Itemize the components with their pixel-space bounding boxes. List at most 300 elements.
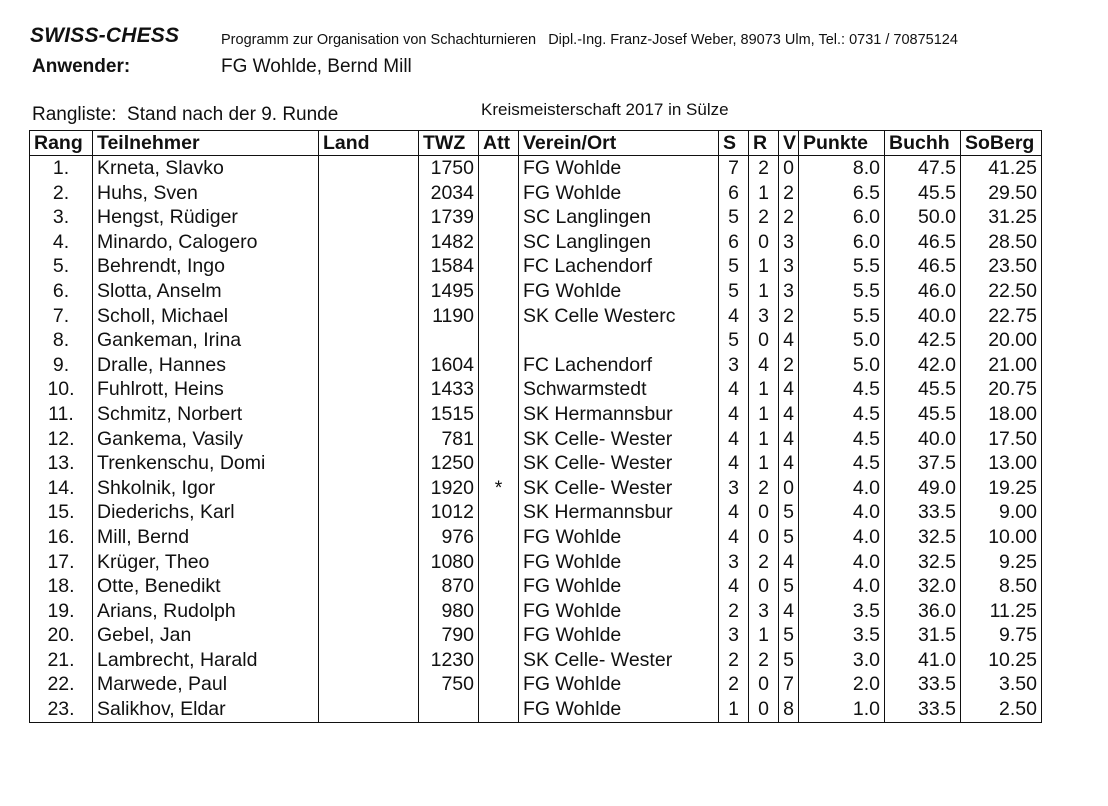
cell-land [319,205,419,230]
table-row [30,672,1042,697]
cell-rang: 17. [30,550,93,575]
cell-punkte: 3.0 [799,648,885,673]
cell-r: 2 [749,648,779,673]
table-row [30,402,1042,427]
cell-buchh: 46.5 [885,230,961,255]
cell-rang: 4. [30,230,93,255]
cell-rang: 16. [30,525,93,550]
cell-v: 7 [779,672,799,697]
cell-land [319,427,419,452]
cell-soberg: 9.00 [961,500,1042,525]
cell-soberg: 10.25 [961,648,1042,673]
cell-buchh: 31.5 [885,623,961,648]
cell-punkte: 4.0 [799,476,885,501]
cell-buchh: 37.5 [885,451,961,476]
cell-land [319,672,419,697]
cell-s: 5 [719,205,749,230]
cell-soberg: 13.00 [961,451,1042,476]
cell-rang: 21. [30,648,93,673]
cell-land [319,254,419,279]
cell-att [479,156,519,181]
cell-punkte: 8.0 [799,156,885,181]
cell-punkte: 5.5 [799,279,885,304]
cell-r: 0 [749,574,779,599]
table-row [30,353,1042,378]
table-row [30,525,1042,550]
cell-rang: 7. [30,304,93,329]
cell-soberg: 19.25 [961,476,1042,501]
cell-punkte: 5.0 [799,353,885,378]
cell-twz: 1230 [419,648,479,673]
cell-verein: FG Wohlde [519,525,719,550]
cell-teilnehmer: Hengst, Rüdiger [93,205,319,230]
cell-soberg: 3.50 [961,672,1042,697]
cell-v: 3 [779,279,799,304]
column-header-verein: Verein/Ort [519,131,719,156]
table-row [30,377,1042,402]
cell-v: 5 [779,648,799,673]
cell-rang: 20. [30,623,93,648]
cell-att [479,402,519,427]
user-label: Anwender: [32,56,131,77]
cell-punkte: 4.0 [799,525,885,550]
cell-rang: 6. [30,279,93,304]
cell-punkte: 3.5 [799,599,885,624]
column-header-land: Land [319,131,419,156]
column-header-punkte: Punkte [799,131,885,156]
cell-att [479,377,519,402]
cell-soberg: 29.50 [961,181,1042,206]
cell-teilnehmer: Minardo, Calogero [93,230,319,255]
cell-punkte: 3.5 [799,623,885,648]
cell-s: 1 [719,697,749,722]
cell-punkte: 4.0 [799,574,885,599]
cell-s: 3 [719,476,749,501]
cell-buchh: 42.0 [885,353,961,378]
cell-twz: 1584 [419,254,479,279]
column-header-twz: TWZ [419,131,479,156]
cell-v: 5 [779,623,799,648]
cell-att [479,451,519,476]
cell-land [319,451,419,476]
table-row [30,623,1042,648]
cell-punkte: 4.0 [799,500,885,525]
cell-rang: 8. [30,328,93,353]
cell-r: 3 [749,304,779,329]
cell-v: 3 [779,254,799,279]
table-row [30,205,1042,230]
column-header-soberg: SoBerg [961,131,1042,156]
cell-soberg: 9.25 [961,550,1042,575]
ranking-status: Rangliste: Stand nach der 9. Runde [32,104,339,125]
cell-twz: 1739 [419,205,479,230]
cell-rang: 3. [30,205,93,230]
table-row [30,648,1042,673]
cell-teilnehmer: Arians, Rudolph [93,599,319,624]
cell-verein: SC Langlingen [519,230,719,255]
cell-land [319,304,419,329]
table-row [30,254,1042,279]
cell-soberg: 9.75 [961,623,1042,648]
cell-att [479,574,519,599]
cell-teilnehmer: Krneta, Slavko [93,156,319,181]
cell-soberg: 31.25 [961,205,1042,230]
cell-s: 2 [719,672,749,697]
cell-verein: FG Wohlde [519,279,719,304]
cell-verein: FG Wohlde [519,574,719,599]
cell-teilnehmer: Scholl, Michael [93,304,319,329]
event-title: Kreismeisterschaft 2017 in Sülze [481,100,729,119]
cell-punkte: 4.5 [799,377,885,402]
cell-v: 5 [779,500,799,525]
cell-rang: 1. [30,156,93,181]
cell-s: 4 [719,304,749,329]
cell-s: 3 [719,550,749,575]
cell-soberg: 11.25 [961,599,1042,624]
cell-punkte: 5.0 [799,328,885,353]
cell-soberg: 8.50 [961,574,1042,599]
cell-land [319,648,419,673]
cell-r: 0 [749,328,779,353]
cell-att [479,697,519,722]
cell-att [479,623,519,648]
cell-punkte: 1.0 [799,697,885,722]
cell-buchh: 46.0 [885,279,961,304]
cell-teilnehmer: Salikhov, Eldar [93,697,319,722]
cell-land [319,476,419,501]
table-row [30,328,1042,353]
cell-teilnehmer: Lambrecht, Harald [93,648,319,673]
cell-land [319,181,419,206]
table-row [30,427,1042,452]
table-row [30,476,1042,501]
cell-verein: SK Celle- Wester [519,648,719,673]
cell-v: 4 [779,451,799,476]
cell-soberg: 20.75 [961,377,1042,402]
cell-v: 4 [779,427,799,452]
cell-att [479,427,519,452]
cell-twz: 1190 [419,304,479,329]
cell-punkte: 6.5 [799,181,885,206]
cell-land [319,279,419,304]
cell-twz: 1482 [419,230,479,255]
cell-soberg: 18.00 [961,402,1042,427]
cell-land [319,353,419,378]
cell-twz: 976 [419,525,479,550]
table-row [30,156,1042,181]
cell-punkte: 4.0 [799,550,885,575]
cell-v: 8 [779,697,799,722]
cell-land [319,550,419,575]
cell-buchh: 47.5 [885,156,961,181]
cell-twz: 1750 [419,156,479,181]
cell-soberg: 22.75 [961,304,1042,329]
table-row [30,279,1042,304]
cell-s: 6 [719,181,749,206]
cell-s: 4 [719,525,749,550]
cell-att [479,254,519,279]
cell-verein: SK Celle- Wester [519,451,719,476]
cell-teilnehmer: Huhs, Sven [93,181,319,206]
cell-teilnehmer: Fuhlrott, Heins [93,377,319,402]
cell-land [319,328,419,353]
cell-s: 5 [719,254,749,279]
cell-r: 4 [749,353,779,378]
cell-r: 1 [749,427,779,452]
cell-v: 4 [779,402,799,427]
cell-s: 7 [719,156,749,181]
column-header-r: R [749,131,779,156]
cell-teilnehmer: Krüger, Theo [93,550,319,575]
cell-att [479,328,519,353]
cell-att [479,550,519,575]
cell-teilnehmer: Shkolnik, Igor [93,476,319,501]
column-header-buchh: Buchh [885,131,961,156]
cell-verein: FG Wohlde [519,156,719,181]
cell-land [319,500,419,525]
cell-verein: FG Wohlde [519,623,719,648]
cell-att [479,353,519,378]
cell-land [319,574,419,599]
cell-punkte: 2.0 [799,672,885,697]
cell-att [479,205,519,230]
cell-land [319,525,419,550]
cell-v: 5 [779,525,799,550]
cell-soberg: 22.50 [961,279,1042,304]
cell-buchh: 46.5 [885,254,961,279]
cell-twz: 1515 [419,402,479,427]
cell-verein: SK Hermannsbur [519,500,719,525]
cell-rang: 19. [30,599,93,624]
column-header-s: S [719,131,749,156]
cell-r: 1 [749,181,779,206]
cell-r: 2 [749,476,779,501]
cell-r: 1 [749,279,779,304]
column-header-teilnehmer: Teilnehmer [93,131,319,156]
table-row [30,304,1042,329]
cell-s: 5 [719,328,749,353]
cell-buchh: 49.0 [885,476,961,501]
cell-land [319,402,419,427]
cell-r: 2 [749,156,779,181]
cell-v: 5 [779,574,799,599]
cell-v: 4 [779,550,799,575]
cell-verein [519,328,719,353]
cell-teilnehmer: Gebel, Jan [93,623,319,648]
cell-r: 0 [749,672,779,697]
cell-v: 3 [779,230,799,255]
cell-r: 1 [749,451,779,476]
cell-s: 6 [719,230,749,255]
program-title: SWISS-CHESS [30,24,180,47]
cell-rang: 10. [30,377,93,402]
cell-att [479,181,519,206]
cell-teilnehmer: Behrendt, Ingo [93,254,319,279]
cell-att [479,525,519,550]
cell-buchh: 33.5 [885,697,961,722]
program-description: Programm zur Organisation von Schachturnieren Dipl.-Ing. Franz-Josef Weber, 89073 Ulm, Tel.: 0731 / 70875124 [221,32,958,48]
cell-teilnehmer: Schmitz, Norbert [93,402,319,427]
cell-s: 3 [719,353,749,378]
table-row [30,697,1042,722]
cell-verein: SK Celle Westerc [519,304,719,329]
cell-verein: Schwarmstedt [519,377,719,402]
cell-verein: FC Lachendorf [519,353,719,378]
cell-twz: 1012 [419,500,479,525]
column-header-rang: Rang [30,131,93,156]
table-row [30,181,1042,206]
cell-teilnehmer: Mill, Bernd [93,525,319,550]
cell-twz: 750 [419,672,479,697]
cell-rang: 5. [30,254,93,279]
cell-soberg: 21.00 [961,353,1042,378]
cell-r: 0 [749,230,779,255]
cell-twz [419,328,479,353]
cell-teilnehmer: Gankema, Vasily [93,427,319,452]
cell-att [479,500,519,525]
cell-v: 4 [779,599,799,624]
cell-att [479,230,519,255]
cell-v: 2 [779,205,799,230]
cell-twz: 1080 [419,550,479,575]
cell-v: 2 [779,181,799,206]
cell-s: 4 [719,377,749,402]
cell-soberg: 2.50 [961,697,1042,722]
cell-r: 1 [749,623,779,648]
cell-r: 1 [749,377,779,402]
cell-twz: 790 [419,623,479,648]
cell-r: 0 [749,697,779,722]
table-row [30,550,1042,575]
cell-teilnehmer: Diederichs, Karl [93,500,319,525]
cell-verein: FG Wohlde [519,672,719,697]
cell-buchh: 45.5 [885,402,961,427]
cell-r: 1 [749,254,779,279]
cell-att [479,304,519,329]
table-row [30,500,1042,525]
table-row [30,451,1042,476]
cell-rang: 9. [30,353,93,378]
cell-s: 4 [719,451,749,476]
cell-verein: SK Celle- Wester [519,476,719,501]
cell-s: 4 [719,427,749,452]
cell-punkte: 4.5 [799,451,885,476]
cell-buchh: 32.5 [885,550,961,575]
cell-rang: 23. [30,697,93,722]
cell-soberg: 41.25 [961,156,1042,181]
cell-verein: FG Wohlde [519,599,719,624]
cell-twz: 2034 [419,181,479,206]
cell-verein: FG Wohlde [519,181,719,206]
cell-rang: 12. [30,427,93,452]
cell-land [319,377,419,402]
cell-buchh: 45.5 [885,181,961,206]
cell-verein: FG Wohlde [519,550,719,575]
cell-land [319,697,419,722]
cell-buchh: 32.0 [885,574,961,599]
cell-twz: 870 [419,574,479,599]
cell-r: 0 [749,500,779,525]
cell-soberg: 20.00 [961,328,1042,353]
cell-punkte: 4.5 [799,402,885,427]
cell-teilnehmer: Gankeman, Irina [93,328,319,353]
cell-teilnehmer: Otte, Benedikt [93,574,319,599]
cell-att [479,599,519,624]
cell-soberg: 17.50 [961,427,1042,452]
cell-att: * [479,476,519,501]
ranking-table [29,130,1042,723]
cell-v: 0 [779,156,799,181]
cell-rang: 18. [30,574,93,599]
cell-s: 2 [719,648,749,673]
cell-verein: SK Celle- Wester [519,427,719,452]
cell-att [479,648,519,673]
cell-v: 4 [779,328,799,353]
cell-buchh: 32.5 [885,525,961,550]
cell-v: 4 [779,377,799,402]
cell-land [319,599,419,624]
cell-teilnehmer: Marwede, Paul [93,672,319,697]
table-header-row [30,131,1042,156]
cell-r: 2 [749,205,779,230]
column-header-att: Att [479,131,519,156]
cell-rang: 15. [30,500,93,525]
cell-rang: 13. [30,451,93,476]
user-name: FG Wohlde, Bernd Mill [221,56,412,77]
cell-land [319,623,419,648]
cell-rang: 11. [30,402,93,427]
cell-punkte: 6.0 [799,230,885,255]
cell-s: 2 [719,599,749,624]
cell-v: 0 [779,476,799,501]
cell-verein: FC Lachendorf [519,254,719,279]
cell-twz [419,697,479,722]
table-row [30,230,1042,255]
cell-twz: 1433 [419,377,479,402]
cell-teilnehmer: Dralle, Hannes [93,353,319,378]
table-row [30,574,1042,599]
cell-soberg: 23.50 [961,254,1042,279]
cell-att [479,672,519,697]
cell-att [479,279,519,304]
cell-soberg: 10.00 [961,525,1042,550]
cell-punkte: 4.5 [799,427,885,452]
cell-punkte: 5.5 [799,304,885,329]
cell-verein: FG Wohlde [519,697,719,722]
cell-buchh: 50.0 [885,205,961,230]
cell-r: 0 [749,525,779,550]
cell-buchh: 36.0 [885,599,961,624]
cell-s: 4 [719,500,749,525]
cell-s: 5 [719,279,749,304]
cell-r: 2 [749,550,779,575]
cell-buchh: 33.5 [885,672,961,697]
cell-verein: SK Hermannsbur [519,402,719,427]
cell-punkte: 5.5 [799,254,885,279]
cell-teilnehmer: Trenkenschu, Domi [93,451,319,476]
cell-land [319,230,419,255]
cell-r: 1 [749,402,779,427]
cell-rang: 14. [30,476,93,501]
cell-twz: 1920 [419,476,479,501]
cell-twz: 1495 [419,279,479,304]
cell-buchh: 33.5 [885,500,961,525]
cell-twz: 1250 [419,451,479,476]
cell-teilnehmer: Slotta, Anselm [93,279,319,304]
cell-twz: 1604 [419,353,479,378]
cell-buchh: 40.0 [885,304,961,329]
column-header-v: V [779,131,799,156]
